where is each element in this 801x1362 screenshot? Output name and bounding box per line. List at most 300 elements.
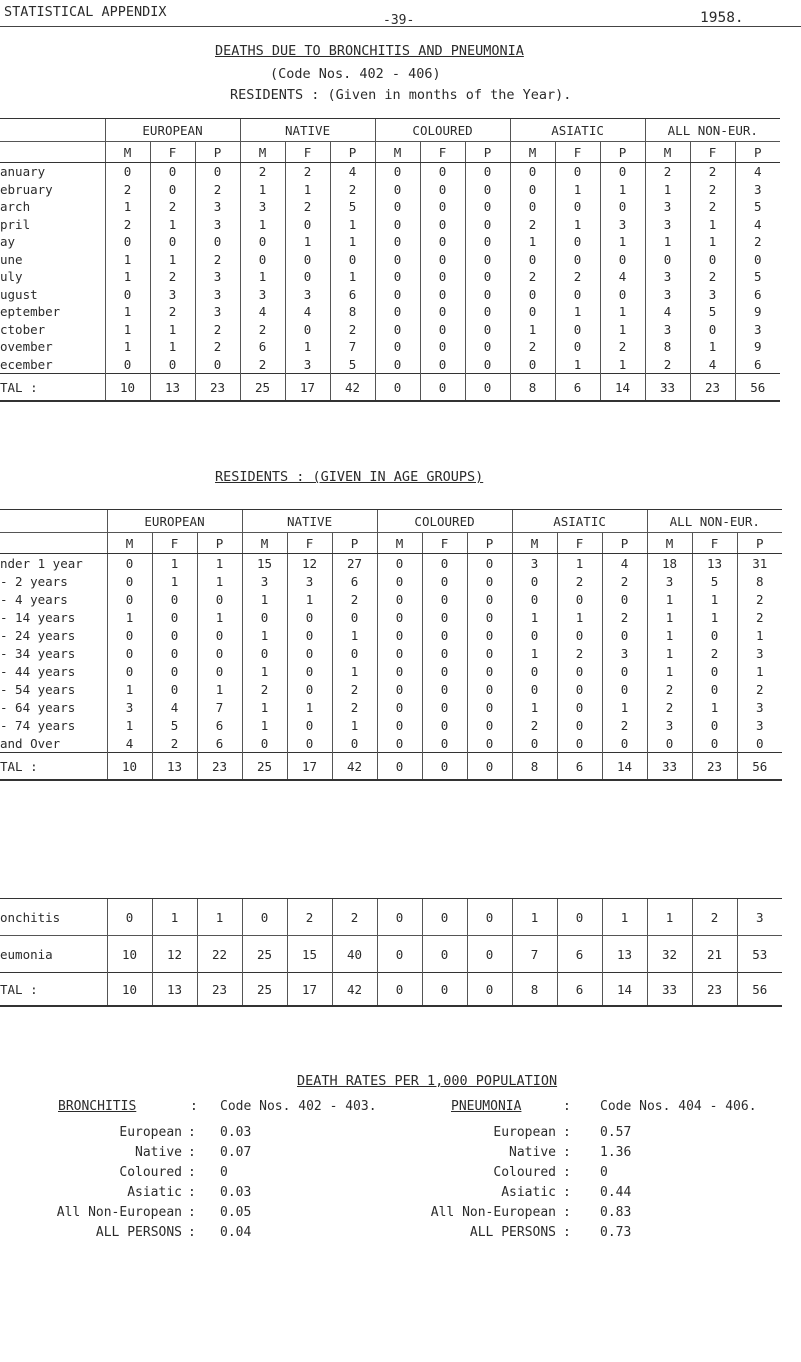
table-cell: 2	[330, 321, 375, 339]
table-cell: 0	[467, 936, 512, 973]
table-cell: 0	[422, 608, 467, 626]
table-cell: 1	[690, 233, 735, 251]
table-cell: 2	[332, 590, 377, 608]
sex-column-header: M	[105, 142, 150, 163]
total-cell: 6	[557, 753, 602, 781]
table-cell: 0	[240, 251, 285, 269]
table-cell: 4	[600, 268, 645, 286]
report-year: 1958.	[700, 10, 744, 26]
table-cell: 1	[242, 590, 287, 608]
table-cell: 5	[152, 716, 197, 734]
table-cell: 3	[690, 286, 735, 304]
table-cell: 2	[647, 680, 692, 698]
table-cell: 0	[152, 626, 197, 644]
total-cell: 23	[197, 973, 242, 1007]
table-cell: 6	[735, 286, 780, 304]
table-cell: 4	[330, 163, 375, 181]
total-cell: 23	[197, 753, 242, 781]
table-cell: 0	[510, 251, 555, 269]
table-cell: 3	[735, 321, 780, 339]
table-cell: 2	[242, 680, 287, 698]
table-cell: 2	[510, 338, 555, 356]
total-cell: 10	[107, 753, 152, 781]
rate-colon: :	[188, 1205, 196, 1220]
total-cell: 33	[647, 973, 692, 1007]
table-cell: 0	[150, 356, 195, 374]
table-cell: 0	[107, 590, 152, 608]
table-cell: 0	[242, 644, 287, 662]
table-cell: 0	[420, 216, 465, 234]
table-cell: 27	[332, 554, 377, 573]
table-cell: 3	[737, 899, 782, 936]
table-cell: 2	[600, 338, 645, 356]
table-cell: 1	[645, 233, 690, 251]
table-cell: 0	[377, 936, 422, 973]
table-cell: 1	[107, 608, 152, 626]
row-label: - 44 years	[0, 663, 76, 679]
table-cell: 0	[377, 662, 422, 680]
table-cell: 6	[240, 338, 285, 356]
table-cell: 0	[512, 734, 557, 753]
table-row	[0, 608, 782, 626]
total-cell: 25	[242, 973, 287, 1007]
table-cell: 0	[467, 590, 512, 608]
table-cell: 0	[152, 608, 197, 626]
table-cell: 2	[150, 303, 195, 321]
table-row	[0, 216, 780, 234]
table-cell: 4	[152, 698, 197, 716]
table-row	[0, 716, 782, 734]
table-cell: 4	[645, 303, 690, 321]
sex-column-header: F	[285, 142, 330, 163]
table-cell: 0	[197, 626, 242, 644]
table-cell: 3	[195, 286, 240, 304]
table-cell: 0	[422, 644, 467, 662]
table-cell: 0	[465, 216, 510, 234]
sex-column-header: P	[735, 142, 780, 163]
sex-column-header: P	[197, 533, 242, 554]
table-cell: 0	[467, 899, 512, 936]
table-cell: 1	[197, 680, 242, 698]
rate-value: 0.04	[220, 1225, 252, 1240]
table-cell: 12	[152, 936, 197, 973]
table-cell: 15	[287, 936, 332, 973]
total-cell: 13	[152, 973, 197, 1007]
table-row	[0, 698, 782, 716]
table-cell: 3	[645, 198, 690, 216]
rate-value: 0.83	[600, 1205, 632, 1220]
sex-column-header: P	[465, 142, 510, 163]
page-title: DEATHS DUE TO BRONCHITIS AND PNEUMONIA	[215, 43, 524, 59]
table-cell: 0	[240, 233, 285, 251]
table-cell: 0	[557, 680, 602, 698]
table-cell: 3	[195, 303, 240, 321]
table-cell: 2	[150, 268, 195, 286]
table-cell: 0	[377, 698, 422, 716]
table-cell: 6	[197, 716, 242, 734]
table-cell: 0	[107, 572, 152, 590]
row-label: anuary	[0, 164, 46, 180]
row-label: - 24 years	[0, 627, 76, 643]
table-cell: 0	[420, 251, 465, 269]
table-cell: 1	[285, 338, 330, 356]
table-cell: 1	[105, 251, 150, 269]
rate-colon: :	[188, 1225, 196, 1240]
table-cell: 1	[152, 554, 197, 573]
rate-value: 0.73	[600, 1225, 632, 1240]
rate-value: 0.03	[220, 1185, 252, 1200]
group-header: NATIVE	[240, 119, 375, 142]
total-cell: 8	[512, 973, 557, 1007]
table-cell: 0	[600, 198, 645, 216]
table-cell: 0	[285, 251, 330, 269]
total-cell: 25	[242, 753, 287, 781]
table-cell: 1	[557, 554, 602, 573]
page-number: -39-	[383, 13, 415, 28]
table-cell: 0	[330, 251, 375, 269]
table-cell: 1	[692, 608, 737, 626]
table-cell: 0	[555, 198, 600, 216]
row-label: - 54 years	[0, 681, 76, 697]
table-cell: 2	[737, 590, 782, 608]
table-cell: 1	[602, 698, 647, 716]
table-cell: 2	[690, 163, 735, 181]
table-cell: 0	[195, 233, 240, 251]
group-header: NATIVE	[242, 510, 377, 533]
row-label: - 64 years	[0, 699, 76, 715]
table-cell: 2	[240, 356, 285, 374]
table-cell: 1	[332, 662, 377, 680]
table-cell: 2	[690, 198, 735, 216]
table-cell: 0	[152, 680, 197, 698]
table-cell: 5	[330, 356, 375, 374]
sex-column-header: M	[107, 533, 152, 554]
rate-colon: :	[188, 1125, 196, 1140]
total-cell: 0	[422, 753, 467, 781]
table-cell: 0	[555, 233, 600, 251]
table-cell: 2	[150, 198, 195, 216]
table-cell: 0	[602, 626, 647, 644]
table-cell: 1	[150, 216, 195, 234]
total-cell: 14	[602, 753, 647, 781]
total-label: TAL :	[0, 753, 107, 781]
table-cell: 0	[555, 338, 600, 356]
total-cell: 25	[240, 374, 285, 402]
table-cell: 0	[195, 356, 240, 374]
table-cell: 0	[420, 181, 465, 199]
table-cell: 0	[375, 338, 420, 356]
table-cell: 0	[422, 680, 467, 698]
table-cell: 0	[465, 198, 510, 216]
sex-column-header: P	[330, 142, 375, 163]
table-cell: 2	[240, 163, 285, 181]
table-cell: 4	[735, 216, 780, 234]
table-row	[0, 899, 782, 936]
pneumonia-colon: :	[563, 1099, 571, 1114]
table-cell: 0	[375, 181, 420, 199]
table-cell: 1	[105, 268, 150, 286]
total-cell: 6	[557, 973, 602, 1007]
table-row	[0, 644, 782, 662]
table-cell: 0	[195, 163, 240, 181]
total-row	[0, 973, 782, 1007]
table-cell: 7	[512, 936, 557, 973]
table-cell: 31	[737, 554, 782, 573]
table-cell: 2	[555, 268, 600, 286]
sex-column-header: P	[600, 142, 645, 163]
table-cell: 0	[422, 716, 467, 734]
table-cell: 1	[555, 181, 600, 199]
total-cell: 8	[510, 374, 555, 402]
table-cell: 0	[422, 899, 467, 936]
table-row	[0, 662, 782, 680]
table-cell: 1	[332, 716, 377, 734]
code-subtitle: (Code Nos. 402 - 406)	[270, 66, 441, 82]
table-cell: 0	[377, 572, 422, 590]
table-cell: 0	[555, 251, 600, 269]
table-cell: 1	[285, 233, 330, 251]
table-cell: 0	[510, 356, 555, 374]
table-cell: 3	[285, 356, 330, 374]
total-cell: 0	[467, 753, 512, 781]
table-cell: 3	[645, 216, 690, 234]
table-cell: 0	[467, 554, 512, 573]
table-row	[0, 734, 782, 753]
table-cell: 3	[287, 572, 332, 590]
row-label: ctober	[0, 321, 46, 337]
table-cell: 0	[332, 644, 377, 662]
table-cell: 0	[285, 321, 330, 339]
table-cell: 3	[737, 716, 782, 734]
row-label: onchitis	[0, 899, 107, 936]
table-cell: 0	[375, 286, 420, 304]
table-cell: 2	[690, 181, 735, 199]
table-cell: 1	[600, 321, 645, 339]
table-cell: 0	[420, 303, 465, 321]
table-cell: 0	[465, 163, 510, 181]
table-cell: 5	[735, 198, 780, 216]
total-cell: 17	[287, 973, 332, 1007]
rate-label: European	[493, 1125, 556, 1140]
row-label: eptember	[0, 304, 61, 320]
rate-label: All Non-European	[56, 1205, 182, 1220]
table-cell: 0	[420, 321, 465, 339]
table-cell: 1	[692, 698, 737, 716]
table-cell: 2	[152, 734, 197, 753]
table-cell: 0	[375, 216, 420, 234]
table-cell: 0	[512, 626, 557, 644]
rate-colon: :	[563, 1225, 571, 1240]
table-cell: 1	[197, 899, 242, 936]
table-cell: 1	[240, 268, 285, 286]
table-cell: 0	[467, 626, 512, 644]
rate-colon: :	[563, 1185, 571, 1200]
table-cell: 0	[377, 644, 422, 662]
table-row	[0, 181, 780, 199]
table-cell: 6	[330, 286, 375, 304]
table-cell: 0	[422, 554, 467, 573]
table-cell: 2	[195, 338, 240, 356]
table-cell: 6	[557, 936, 602, 973]
table-cell: 40	[332, 936, 377, 973]
table-cell: 3	[647, 716, 692, 734]
table-cell: 0	[197, 590, 242, 608]
table-cell: 1	[512, 698, 557, 716]
table-cell: 1	[647, 899, 692, 936]
group-header: ALL NON-EUR.	[647, 510, 782, 533]
sex-column-header: F	[692, 533, 737, 554]
table-row	[0, 626, 782, 644]
table-cell: 0	[197, 644, 242, 662]
table-cell: 3	[645, 268, 690, 286]
table-cell: 0	[420, 163, 465, 181]
table-cell: 1	[287, 698, 332, 716]
table-cell: 1	[242, 662, 287, 680]
table-cell: 1	[602, 899, 647, 936]
table-cell: 0	[287, 644, 332, 662]
table-cell: 0	[737, 734, 782, 753]
table-cell: 0	[377, 626, 422, 644]
table-cell: 0	[105, 286, 150, 304]
total-cell: 6	[555, 374, 600, 402]
total-cell: 13	[150, 374, 195, 402]
rate-colon: :	[563, 1205, 571, 1220]
table-cell: 0	[420, 198, 465, 216]
table-cell: 0	[377, 590, 422, 608]
header-blank	[0, 533, 107, 554]
table-cell: 0	[602, 734, 647, 753]
table-cell: 3	[645, 321, 690, 339]
rate-colon: :	[563, 1145, 571, 1160]
table-cell: 0	[735, 251, 780, 269]
table-cell: 0	[465, 268, 510, 286]
pneumonia-heading: PNEUMONIA	[451, 1099, 522, 1114]
table-cell: 1	[555, 216, 600, 234]
table-cell: 0	[105, 233, 150, 251]
table-cell: 5	[692, 572, 737, 590]
table-cell: 1	[600, 233, 645, 251]
table-cell: 5	[690, 303, 735, 321]
table-cell: 2	[510, 268, 555, 286]
table-cell: 1	[555, 356, 600, 374]
sex-column-header: F	[555, 142, 600, 163]
table-cell: 0	[510, 286, 555, 304]
table-cell: 4	[690, 356, 735, 374]
table-cell: 2	[332, 680, 377, 698]
table-cell: 0	[692, 626, 737, 644]
sex-column-header: P	[467, 533, 512, 554]
table-cell: 2	[195, 181, 240, 199]
rate-label: Coloured	[119, 1165, 182, 1180]
row-label: - 4 years	[0, 591, 68, 607]
table-cell: 22	[197, 936, 242, 973]
table-cell: 0	[600, 163, 645, 181]
total-cell: 23	[690, 374, 735, 402]
table-row	[0, 251, 780, 269]
table-cell: 9	[735, 303, 780, 321]
table-cell: 0	[467, 572, 512, 590]
sex-column-header: M	[242, 533, 287, 554]
sex-column-header: F	[287, 533, 332, 554]
table-cell: 0	[377, 899, 422, 936]
table-cell: 1	[510, 233, 555, 251]
rate-label: Coloured	[493, 1165, 556, 1180]
total-cell: 17	[285, 374, 330, 402]
table-cell: 1	[600, 356, 645, 374]
table-cell: 0	[332, 608, 377, 626]
table-cell: 0	[377, 608, 422, 626]
table-cell: 2	[240, 321, 285, 339]
table-cell: 1	[512, 644, 557, 662]
table-cell: 21	[692, 936, 737, 973]
sex-column-header: F	[690, 142, 735, 163]
total-cell: 42	[332, 973, 377, 1007]
table-cell: 0	[375, 251, 420, 269]
table-cell: 0	[242, 734, 287, 753]
table-row	[0, 680, 782, 698]
table-cell: 0	[107, 662, 152, 680]
table-cell: 13	[602, 936, 647, 973]
total-cell: 23	[692, 753, 737, 781]
table-cell: 3	[600, 216, 645, 234]
table-cell: 2	[692, 899, 737, 936]
sex-column-header: F	[420, 142, 465, 163]
table-cell: 0	[422, 662, 467, 680]
sex-column-header: M	[240, 142, 285, 163]
total-cell: 14	[602, 973, 647, 1007]
row-label: ebruary	[0, 181, 53, 197]
total-row	[0, 374, 780, 402]
table-cell: 0	[557, 662, 602, 680]
table-cell: 0	[467, 680, 512, 698]
table-cell: 2	[332, 899, 377, 936]
table-cell: 0	[465, 321, 510, 339]
row-label: - 2 years	[0, 573, 68, 589]
table-cell: 0	[422, 626, 467, 644]
table-cell: 2	[735, 233, 780, 251]
group-header: EUROPEAN	[105, 119, 240, 142]
table-cell: 1	[690, 216, 735, 234]
table-cell: 0	[692, 716, 737, 734]
total-label: TAL :	[0, 374, 105, 402]
table-cell: 4	[107, 734, 152, 753]
table-cell: 0	[107, 644, 152, 662]
table-cell: 1	[285, 181, 330, 199]
table-cell: 1	[600, 181, 645, 199]
table-cell: 2	[287, 899, 332, 936]
table-cell: 3	[602, 644, 647, 662]
header-blank	[0, 119, 105, 142]
table-cell: 1	[557, 608, 602, 626]
rate-label: ALL PERSONS	[95, 1225, 182, 1240]
table-cell: 0	[465, 233, 510, 251]
total-cell: 0	[377, 753, 422, 781]
table-cell: 0	[692, 662, 737, 680]
table-cell: 0	[602, 680, 647, 698]
table-cell: 3	[512, 554, 557, 573]
table-cell: 0	[467, 662, 512, 680]
table-cell: 0	[375, 163, 420, 181]
table-cell: 3	[240, 198, 285, 216]
table-cell: 0	[107, 554, 152, 573]
total-cell: 42	[330, 374, 375, 402]
rate-colon: :	[188, 1145, 196, 1160]
table-cell: 3	[240, 286, 285, 304]
table-cell: 0	[647, 734, 692, 753]
table-row	[0, 198, 780, 216]
rate-value: 0.05	[220, 1205, 252, 1220]
table-cell: 0	[152, 590, 197, 608]
